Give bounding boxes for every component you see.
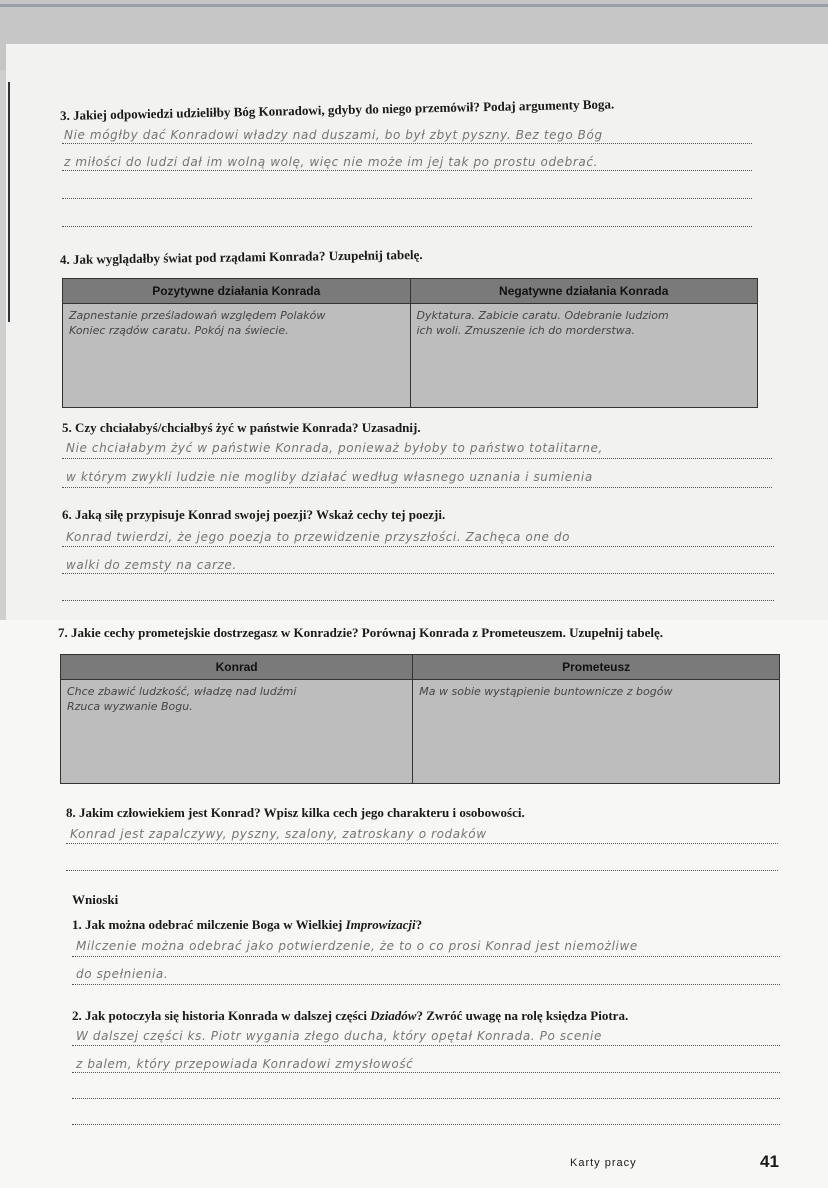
dotted-line: [62, 487, 772, 488]
q7-header-konrad: Konrad: [61, 655, 413, 680]
dotted-line: [72, 956, 780, 957]
q4-cell-negative: Dyktatura. Zabicie caratu. Odebranie ludziom ich woli. Zmuszenie ich do morderstwa.: [416, 309, 669, 337]
q7-cell-konrad: Chce zbawić ludzkość, władzę nad ludźmi Rzuca wyzwanie Bogu.: [67, 685, 297, 713]
q5-answer-line-1: Nie chciałabym żyć w państwie Konrada, ponieważ byłoby to państwo totalitarne,: [66, 441, 603, 455]
dotted-line: [66, 843, 778, 844]
q3-answer-line-2: z miłości do ludzi dał im wolną wolę, więc nie może im jej tak po prostu odebrać.: [64, 155, 598, 169]
conclusion-1-question: 1. Jak można odebrać milczenie Boga w Wielkiej Improwizacji?: [72, 917, 423, 932]
q7-cell-prometeusz: Ma w sobie wystąpienie buntownicze z bogów: [419, 685, 673, 698]
page-margin-line: [8, 82, 10, 322]
dotted-line: [62, 226, 752, 227]
dotted-line: [66, 870, 778, 871]
q6-answer-line-1: Konrad twierdzi, że jego poezja to przewidzenie przyszłości. Zachęca one do: [66, 530, 571, 544]
q4-header-negative: Negatywne działania Konrada: [410, 279, 758, 304]
dotted-line: [72, 1072, 780, 1073]
page-number: 41: [760, 1152, 779, 1171]
question-3: 3. Jakiej odpowiedzi udzieliłby Bóg Konradowi, gdyby do niego przemówił? Podaj argumenty Boga.: [59, 96, 615, 123]
q6-answer-line-2: walki do zemsty na carze.: [66, 558, 237, 572]
q7-table: [60, 654, 780, 784]
conclusion-2-answer-line-1: W dalszej części ks. Piotr wygania złego ducha, który opętał Konrada. Po scenie: [76, 1029, 602, 1043]
dotted-line: [62, 143, 752, 144]
conclusions-heading: Wnioski: [72, 892, 119, 907]
q4-cell-positive: Zapnestanie prześladowań względem Polaków Koniec rządów caratu. Pokój na świecie.: [69, 309, 326, 337]
conclusion-2-answer-line-2: z balem, który przepowiada Konradowi zmysłowość: [76, 1057, 414, 1071]
q4-table: [62, 278, 758, 408]
question-4: 4. Jak wyglądałby świat pod rządami Konrada? Uzupełnij tabelę.: [59, 246, 423, 267]
q3-answer-line-1: Nie mógłby dać Konradowi władzy nad duszami, bo był zbyt pyszny. Bez tego Bóg: [64, 128, 603, 142]
dotted-line: [62, 573, 774, 574]
dotted-line: [72, 984, 780, 985]
question-5: 5. Czy chciałabyś/chciałbyś żyć w państwie Konrada? Uzasadnij.: [62, 420, 421, 435]
dotted-line: [62, 170, 752, 171]
q7-header-prometeusz: Prometeusz: [413, 655, 780, 680]
dotted-line: [62, 546, 774, 547]
scanner-edge: [0, 4, 828, 7]
q4-header-positive: Pozytywne działania Konrada: [63, 279, 411, 304]
conclusion-2-question: 2. Jak potoczyła się historia Konrada w dalszej części Dziadów? Zwróć uwagę na rolę księdza Piotra.: [72, 1008, 629, 1023]
question-7: 7. Jakie cechy prometejskie dostrzegasz w Konradzie? Porównaj Konrada z Prometeuszem. Uzupełnij tabelę.: [58, 625, 663, 640]
dotted-line: [72, 1124, 780, 1125]
question-8: 8. Jakim człowiekiem jest Konrad? Wpisz kilka cech jego charakteru i osobowości.: [66, 805, 525, 820]
dotted-line: [62, 458, 772, 459]
footer-label: Karty pracy: [570, 1157, 637, 1169]
dotted-line: [62, 600, 774, 601]
q5-answer-line-2: w którym zwykli ludzie nie mogliby działać według własnego uznania i sumienia: [66, 470, 593, 484]
dotted-line: [62, 198, 752, 199]
dotted-line: [72, 1045, 780, 1046]
dotted-line: [72, 1098, 780, 1099]
conclusion-1-answer-line-2: do spełnienia.: [76, 967, 169, 981]
q8-answer-line-1: Konrad jest zapalczywy, pyszny, szalony, zatroskany o rodaków: [70, 827, 487, 841]
question-6: 6. Jaką siłę przypisuje Konrad swojej poezji? Wskaż cechy tej poezji.: [62, 507, 446, 522]
conclusion-1-answer-line-1: Milczenie można odebrać jako potwierdzenie, że to o co prosi Konrad jest niemożliwe: [76, 939, 638, 953]
